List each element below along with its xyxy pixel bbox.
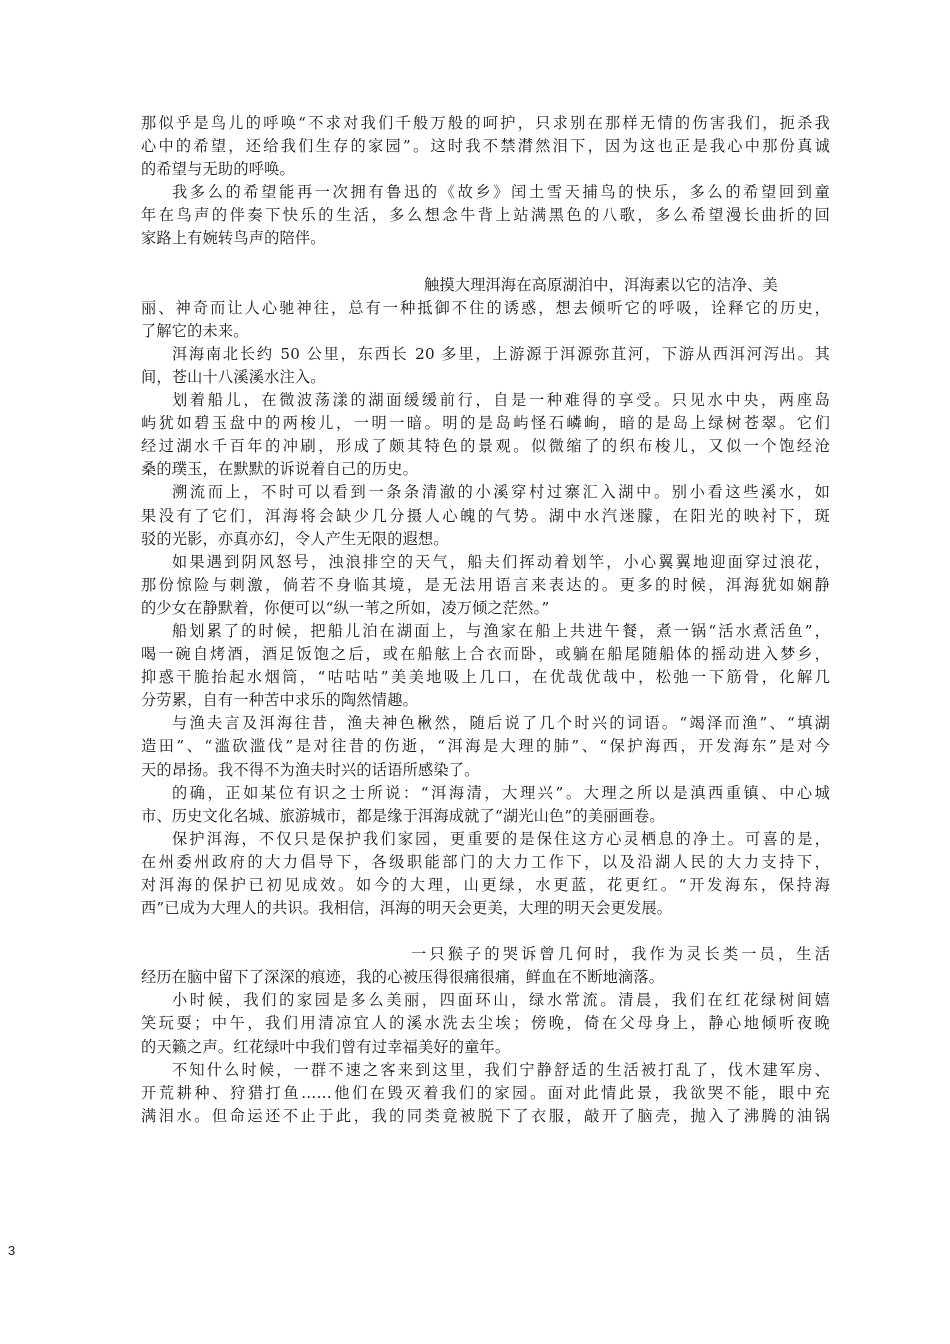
text-line: 如果遇到阴风怒号，浊浪排空的天气，船夫们挥动着划竿，小心翼翼地迎面穿过浪花， — [172, 552, 830, 571]
text-line: 间，苍山十八溪溪水注入。 — [141, 367, 326, 386]
text-line: 不知什么时候，一群不速之客来到这里，我们宁静舒适的生活被打乱了，伐木建军房、 — [172, 1060, 830, 1079]
text-line: 丽、神奇而让人心驰神往，总有一种抵御不住的诱惑，想去倾听它的呼吸，诠释它的历史， — [141, 298, 830, 317]
text-line: 分劳累，自有一种苦中求乐的陶然情趣。 — [141, 691, 418, 710]
text-line: 溯流而上，不时可以看到一条条清澈的小溪穿村过寨汇入湖中。别小看这些溪水，如 — [172, 483, 830, 502]
paragraph-gap — [141, 920, 830, 943]
text-line: 触摸大理洱海在高原湖泊中，洱海素以它的洁净、美 — [424, 275, 778, 294]
text-line: 的少女在静默着，你便可以“纵一苇之所如，凌万倾之茫然。” — [141, 598, 550, 617]
text-line: 经过湖水千百年的冲刷，形成了颇其特色的景观。似微缩了的织布梭儿，又似一个饱经沧 — [141, 437, 830, 456]
text-line: 与渔夫言及洱海往昔，渔夫神色楸然，随后说了几个时兴的词语。“竭泽而渔”、“填湖 — [172, 714, 830, 733]
text-line: 桑的璞玉，在默默的诉说着自己的历史。 — [141, 460, 418, 479]
text-line: 天的昂扬。我不得不为渔夫时兴的话语所感染了。 — [141, 760, 480, 779]
text-line: 果没有了它们，洱海将会缺少几分摄人心魄的气势。湖中水汽迷朦，在阳光的映衬下，斑 — [141, 506, 830, 525]
text-line: 了解它的未来。 — [141, 321, 249, 340]
text-line: 屿犹如碧玉盘中的两梭儿，一明一暗。明的是岛屿怪石嶙峋，暗的是岛上绿树苍翠。它们 — [141, 414, 830, 433]
text-line: 经历在脑中留下了深深的痕迹，我的心被压得很痛很痛，鲜血在不断地滴落。 — [141, 968, 665, 987]
text-line: 一只猴子的哭诉曾几何时，我作为灵长类一员，生活 — [411, 945, 830, 964]
text-line: 抑惑干脆抬起水烟筒，“咕咕咕”美美地吸上几口，在优哉优哉中，松弛一下筋骨，化解几 — [141, 668, 830, 687]
text-line: 保护洱海，不仅只是保护我们家园，更重要的是保住这方心灵栖息的净土。可喜的是， — [172, 829, 830, 848]
text-line: 洱海南北长约 50 公里，东西长 20 多里，上游源于洱源弥苴河，下游从西洱河泻出。其 — [172, 344, 830, 363]
text-line: 笑玩耍；中午，我们用清凉宜人的溪水洗去尘埃；傍晚，倚在父母身上，静心地倾听夜晚 — [141, 1014, 830, 1033]
text-line: 满泪水。但命运还不止于此，我的同类竟被脱下了衣服，敲开了脑壳，抛入了沸腾的油锅 — [141, 1106, 830, 1125]
text-line: 驳的光影，亦真亦幻，令人产生无限的遐想。 — [141, 529, 449, 548]
text-line: 我多么的希望能再一次拥有鲁迅的《故乡》闰土雪天捕鸟的快乐，多么的希望回到童 — [172, 183, 830, 202]
text-line: 划着船儿，在微波荡漾的湖面缓缓前行，自是一种难得的享受。只见水中央，两座岛 — [172, 391, 830, 410]
text-line: 喝一碗自烤酒，酒足饭饱之后，或在船舷上合衣而卧，或躺在船尾随船体的摇动进入梦乡， — [141, 645, 830, 664]
text-line: 的确，正如某位有识之士所说：“洱海清，大理兴”。大理之所以是滇西重镇、中心城 — [172, 783, 830, 802]
text-line: 西”已成为大理人的共识。我相信，洱海的明天会更美，大理的明天会更发展。 — [141, 899, 673, 918]
text-line: 开荒耕种、狩猎打鱼……他们在毁灭着我们的家园。面对此情此景，我欲哭不能，眼中充 — [141, 1083, 830, 1102]
text-line: 船划累了的时候，把船儿泊在湖面上，与渔家在船上共进午餐，煮一锅“活水煮活鱼”， — [172, 621, 830, 640]
text-line: 对洱海的保护已初见成效。如今的大理，山更绿，水更蓝，花更红。“开发海东，保持海 — [141, 876, 830, 894]
text-line: 那份惊险与刺激，倘若不身临其境，是无法用语言来表达的。更多的时候，洱海犹如娴静 — [141, 575, 830, 594]
text-line: 的天籁之声。红花绿叶中我们曾有过幸福美好的童年。 — [141, 1037, 511, 1056]
paragraph-gap — [141, 251, 830, 274]
text-line: 的希望与无助的呼唤。 — [141, 160, 295, 179]
text-line: 小时候，我们的家园是多么美丽，四面环山，绿水常流。清晨，我们在红花绿树间嬉 — [172, 991, 830, 1010]
document-body — [141, 112, 830, 1128]
text-line: 在州委州政府的大力倡导下，各级职能部门的大力工作下，以及沿湖人民的大力支持下， — [141, 852, 830, 871]
text-line: 心中的希望，还给我们生存的家园”。这时我不禁潸然泪下，因为这也正是我心中那份真诚 — [141, 137, 830, 156]
text-line: 那似乎是鸟儿的呼唤“不求对我们千般万般的呵护，只求别在那样无情的伤害我们，扼杀我 — [141, 114, 830, 132]
text-line: 家路上有婉转鸟声的陪伴。 — [141, 229, 326, 248]
page-number: 3 — [8, 1243, 16, 1258]
text-line: 造田”、“滥砍滥伐”是对往昔的伤逝，“洱海是大理的肺”、“保护海西，开发海东”是对今 — [141, 737, 830, 756]
text-line: 市、历史文化名城、旅游城市，都是缘于洱海成就了“湖光山色”的美丽画卷。 — [141, 806, 665, 825]
text-line: 年在鸟声的伴奏下快乐的生活，多么想念牛背上站满黑色的八歌，多么希望漫长曲折的回 — [141, 206, 830, 225]
